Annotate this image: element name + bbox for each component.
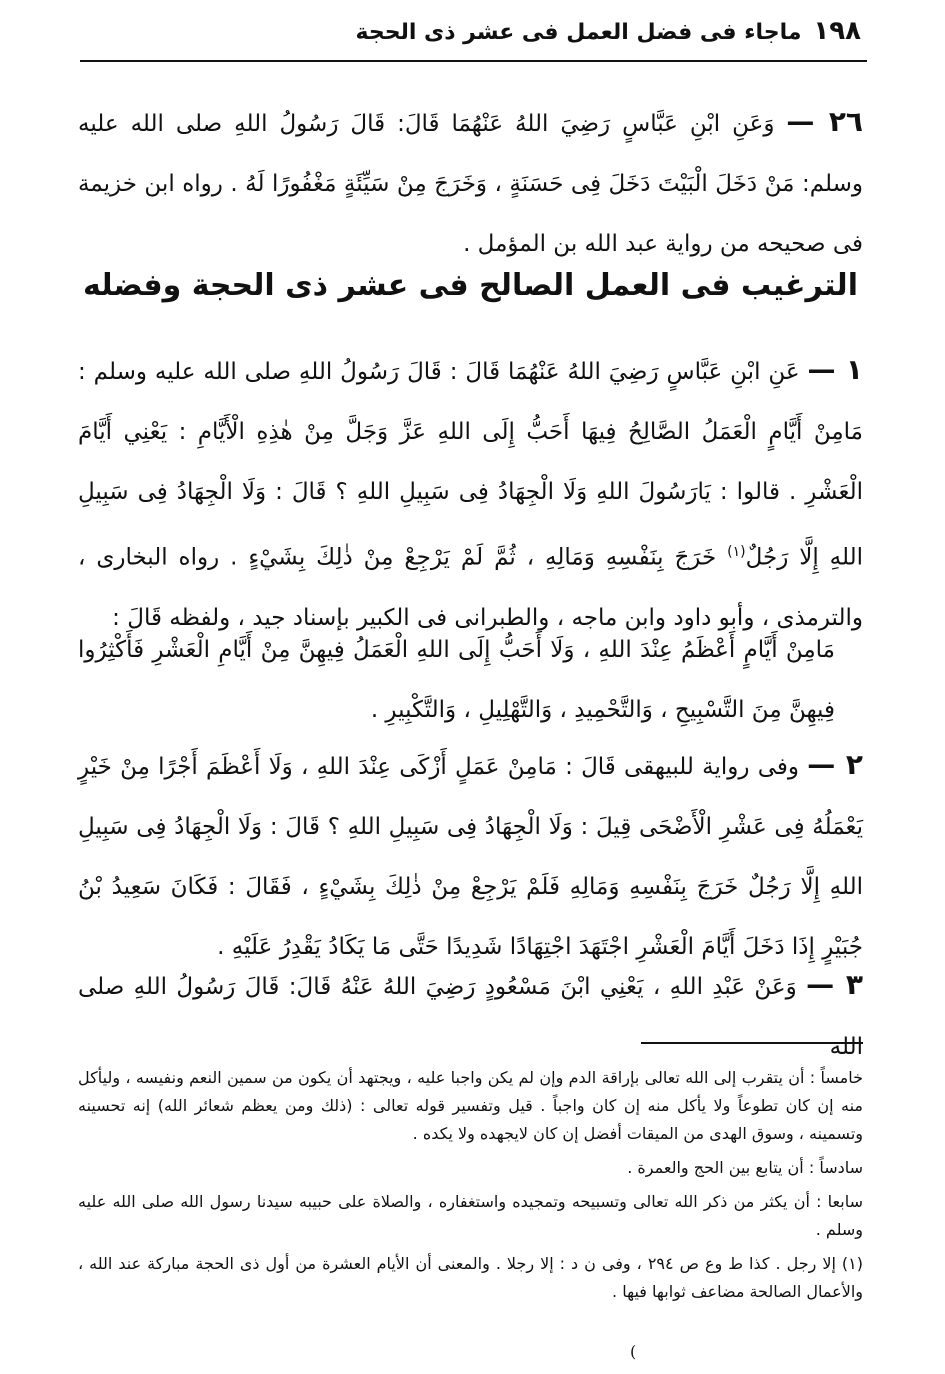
hadith-text: وَعَنِ ابْنِ عَبَّاسٍ رَضِيَ اللهُ عَنْهُمَا قَالَ: قَالَ رَسُولُ اللهِ صلى الله عليه وسلم: مَنْ دَخَلَ الْبَيْتَ دَخَلَ فِى حَسَنَةٍ ، وَخَرَجَ مِنْ سَيِّئَةٍ مَغْفُورًا لَهُ . رواه ابن خزيمة فى صحيحه من رواية عبد الله بن المؤمل . [78, 111, 863, 257]
page-number: ١٩٨ [813, 16, 861, 46]
hadith-2 [78, 735, 863, 977]
hadith-text: وَعَنْ عَبْدِ اللهِ ، يَعْنِي ابْنَ مَسْعُودٍ رَضِيَ اللهُ عَنْهُ قَالَ: قَالَ رَسُولُ اللهِ صلى الله [78, 974, 863, 1060]
hadith-text-continued: خَرَجَ بِنَفْسِهِ وَمَالِهِ ، ثُمَّ لَمْ يَرْجِعْ مِنْ ذٰلِكَ بِشَيْءٍ . رواه البخارى ، والترمذى ، وأبو داود وابن ماجه ، والطبرانى فى الكبير بإسناد جيد ، ولفظه قَالَ : [78, 544, 863, 631]
hadith-number: ١ — [807, 353, 863, 386]
footnote-item: سابعا : أن يكثر من ذكر الله تعالى وتسبيحه وتمجيده واستغفاره ، والصلاة على حبيبه سيدنا رسول الله صلى الله عليه وسلم . [78, 1192, 863, 1239]
running-title: ماجاء فى فضل العمل فى عشر ذى الحجة [355, 20, 802, 45]
hadith-number: ٢٦ — [786, 105, 863, 138]
hadith-1-quote [78, 620, 863, 740]
hadith-3 [78, 955, 863, 1077]
hadith-text: وفى رواية للبيهقى قَالَ : مَامِنْ عَمَلٍ أَزْكَى عِنْدَ اللهِ ، وَلَا أَعْظَمَ أَجْرًا مِنْ خَيْرٍ يَعْمَلُهُ فِى عَشْرِ الْأَضْحَى قِيلَ : وَلَا الْجِهَادُ فِى سَبِيلِ اللهِ ؟ قَالَ : وَلَا الْجِهَادُ فِى سَبِيلِ اللهِ إِلَّا رَجُلٌ خَرَجَ بِنَفْسِهِ وَمَالِهِ فَلَمْ يَرْجِعْ مِنْ ذٰلِكَ بِشَيْءٍ ، فَقَالَ : فَكَانَ سَعِيدُ بْنُ جُبَيْرٍ إِذَا دَخَلَ أَيَّامَ الْعَشْرِ اجْتَهَدَ اجْتِهَادًا شَدِيدًا حَتَّى مَا يَكَادُ يَقْدِرُ عَلَيْهِ . [78, 754, 863, 960]
footnotes [78, 1064, 863, 1312]
page-header [80, 14, 867, 62]
footnote-item: (١) إلا رجل . كذا ط وع ص ٢٩٤ ، وفى ن د : إلا رجلا . والمعنى أن الأيام العشرة من أول ذى الحجة مباركة عند الله ، والأعمال الصالحة مضاعف ثوابها فيها . [78, 1254, 863, 1301]
stray-mark: ( [630, 1342, 637, 1361]
hadith-text: عَنِ ابْنِ عَبَّاسٍ رَضِيَ اللهُ عَنْهُمَا قَالَ : قَالَ رَسُولُ اللهِ صلى الله عليه وسلم : مَامِنْ أَيَّامٍ الْعَمَلُ الصَّالِحُ فِيهَا أَحَبُّ إِلَى اللهِ عَزَّ وَجَلَّ مِنْ هٰذِهِ الْأَيَّامِ : يَعْنِي أَيَّامَ الْعَشْرِ . قالوا : يَارَسُولَ اللهِ وَلَا الْجِهَادُ فِى سَبِيلِ اللهِ ؟ قَالَ : وَلَا الْجِهَادُ فِى سَبِيلِ اللهِ إِلَّا رَجُلٌ [78, 359, 864, 571]
footnote-item: سادساً : أن يتابع بين الحج والعمرة . [627, 1158, 863, 1177]
quote-text: مَامِنْ أَيَّامٍ أَعْظَمُ عِنْدَ اللهِ ، وَلَا أَحَبُّ إِلَى اللهِ الْعَمَلُ فِيهِنَّ مِنْ أَيَّامِ الْعَشْرِ فَأَكْثِرُوا فِيهِنَّ مِنَ التَّسْبِيحِ ، وَالتَّحْمِيدِ ، وَالتَّهْلِيلِ ، وَالتَّكْبِيرِ . [78, 637, 835, 723]
hadith-number: ٢ — [807, 748, 863, 781]
section-title: الترغيب فى العمل الصالح فى عشر ذى الحجة وفضله [83, 268, 858, 303]
footnote-item: خامساً : أن يتقرب إلى الله تعالى بإراقة الدم وإن لم يكن واجبا عليه ، ويجتهد أن يكون من سمين النعم ونفيسه ، وليأكل منه إن كان تطوعاً ولا يأكل منه إن كان واجباً . قيل وتفسير قوله تعالى : (ذلك ومن يعظم شعائر الله) إنه تحسينه وتسمينه ، وسوق الهدى من الميقات أفضل إن كان لايجهده ولا يكده . [78, 1068, 863, 1143]
footnote-reference[interactable]: (١) [727, 544, 746, 560]
footnote-divider [641, 1042, 863, 1044]
hadith-1 [78, 340, 863, 648]
hadith-number: ٣ — [806, 968, 863, 1001]
hadith-26 [78, 92, 863, 274]
